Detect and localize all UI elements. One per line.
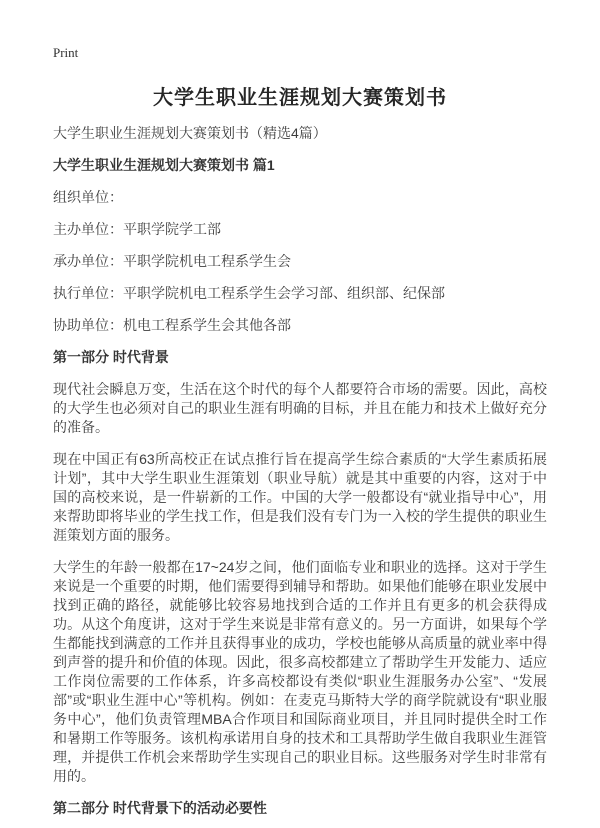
page-title: 大学生职业生涯规划大赛策划书 <box>153 87 447 109</box>
organization-line: 协助单位：机电工程系学生会其他各部 <box>53 317 291 333</box>
article-heading: 大学生职业生涯规划大赛策划书 篇1 <box>53 157 275 173</box>
paragraph: 大学生的年龄一般都在17~24岁之间，他们面临专业和职业的选择。这对于学生来说是一个重要的时期，他们需要得到辅导和帮助。如果他们能够在职业发展中找到正确的路径，就能够比较容易地找到合适的工作并且有更多的机会获得成功。从这个角度讲，这对于学生来说是非常有意义的。另一方面讲，如果每个学生都能找到满意的工作并且获得事业的成功，学校也能够从高质量的就业率中得到声誉的提升和价值的体现。因此，很多高校都建立了帮助学生开发能力、适应工作岗位需要的工作体系，许多高校都设有类似“职业生涯服务办公室”、“发展部”或“职业生涯中心”等机构。例如：在麦克马斯特大学的商学院就设有“职业服务中心”，他们负责管理MBA合作项目和国际商业项目，并且同时提供全时工作和暑期工作等服务。该机构承诺用自身的技术和工具帮助学生做自我职业生涯管理，并提供工作机会来帮助学生实现自己的职业目标。这些服务对学生时非常有用的。 <box>53 559 547 784</box>
organization-line: 主办单位：平职学院学工部 <box>53 221 221 237</box>
organization-line: 执行单位：平职学院机电工程系学生会学习部、组织部、纪保部 <box>53 285 445 301</box>
section-heading-part2: 第二部分 时代背景下的活动必要性 <box>53 800 267 816</box>
paragraph: 现在中国正有63所高校正在试点推行旨在提高学生综合素质的“大学生素质拓展计划”，其中大学生职业生涯策划（职业导航）就是其中重要的内容，这对于中国的高校来说，是一件崭新的工作。中国的大学一般都设有“就业指导中心”，用来帮助即将毕业的学生找工作，但是我们没有专门为一入校的学生提供的职业生涯策划方面的服务。 <box>53 451 547 543</box>
document-subtitle: 大学生职业生涯规划大赛策划书（精选4篇） <box>53 125 327 141</box>
print-link[interactable]: Print <box>53 45 79 60</box>
organization-line: 承办单位：平职学院机电工程系学生会 <box>53 253 291 269</box>
section-heading-part1: 第一部分 时代背景 <box>53 349 169 365</box>
organization-line: 组织单位： <box>53 189 123 205</box>
paragraph: 现代社会瞬息万变，生活在这个时代的每个人都要符合市场的需要。因此，高校的大学生也必须对自己的职业生涯有明确的目标，并且在能力和技术上做好充分的准备。 <box>53 381 547 435</box>
